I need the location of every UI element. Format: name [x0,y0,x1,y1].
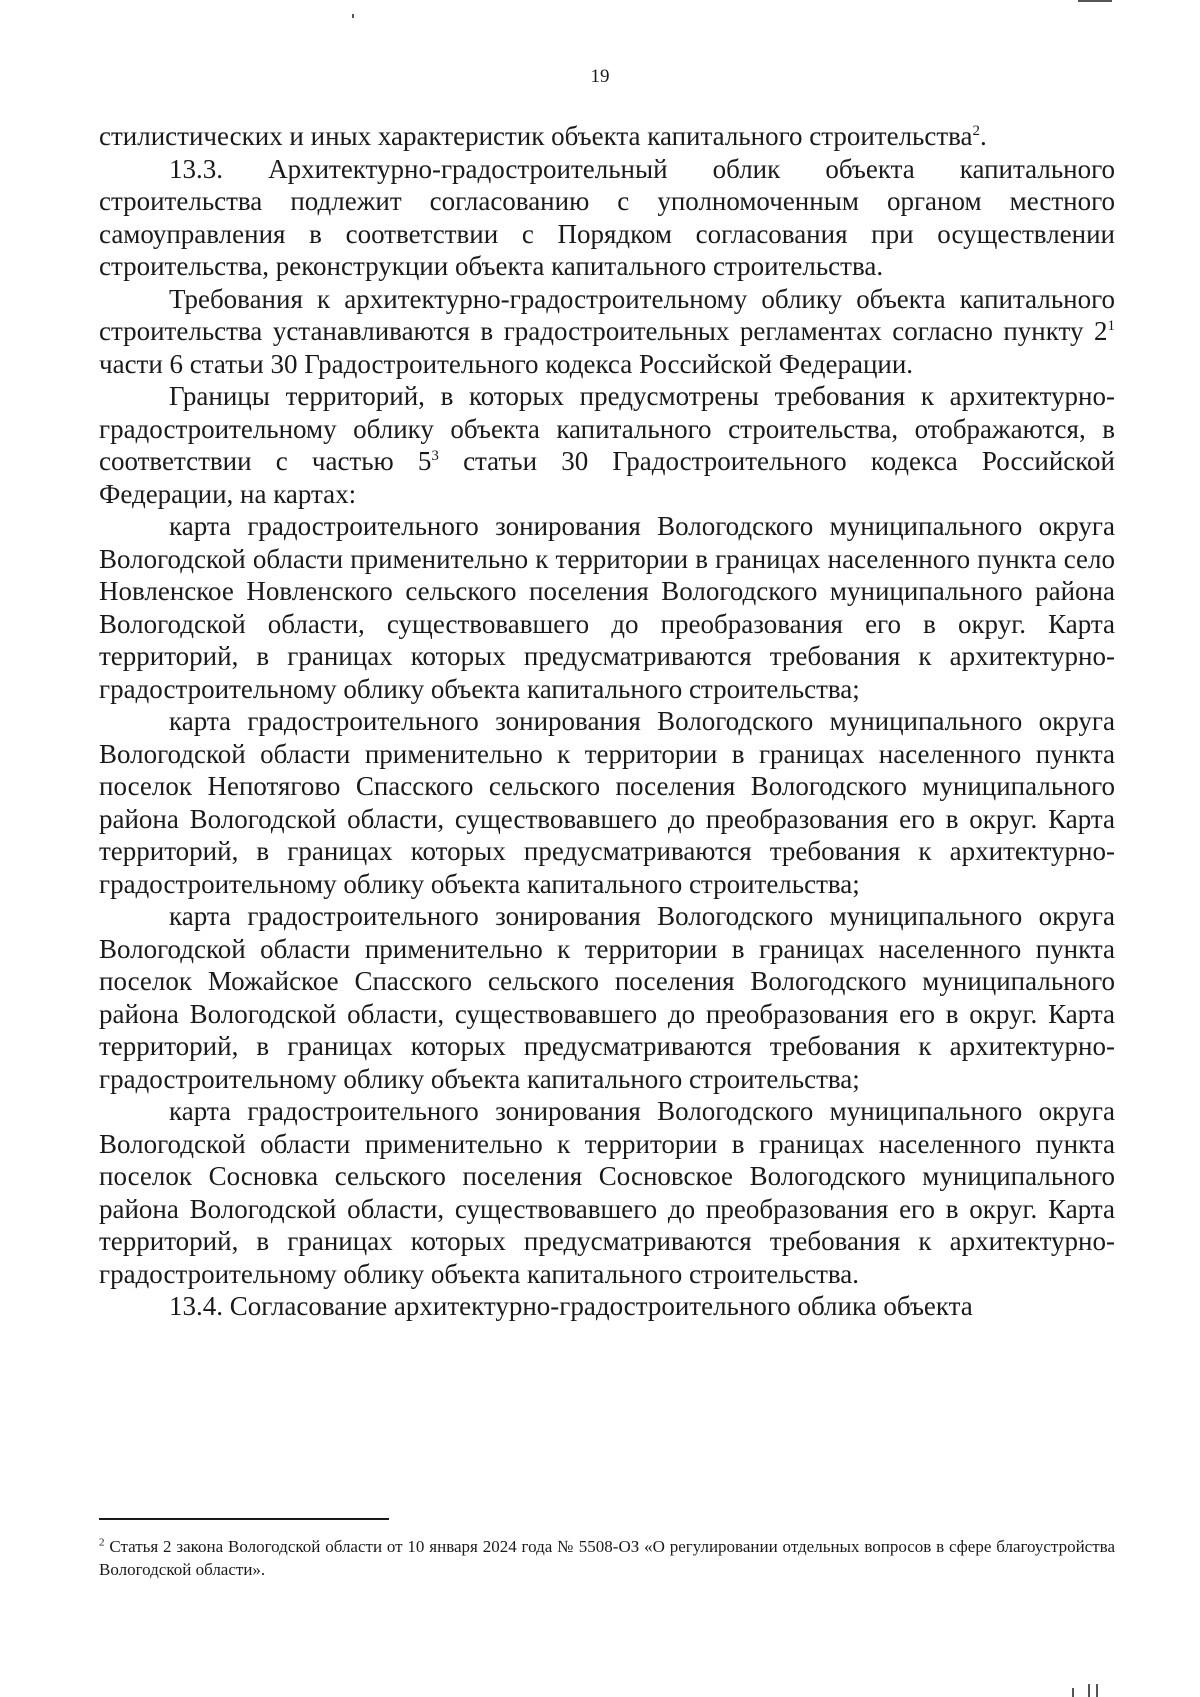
scan-artifact-bottom [1072,1688,1074,1697]
footnote-text: Статья 2 закона Вологодской области от 10 января 2024 года № 5508-ОЗ «О регулировании отдельных вопросов в сфере благоустройства Вологодской области». [99,1537,1115,1579]
map-item-novlenskoe: карта градостроительного зонирования Вологодского муниципального округа Вологодской области применительно к территории в границах населенного пункта село Новленское Новленского сельского поселения Вологодского муниципального района Вологодской области, существовавшего до преобразования его в округ. Карта территорий, в границах которых предусматриваются требования к архитектурно-градостроительному облику объекта капитального строительства; [99,511,1115,704]
map-item-mozhayskoe: карта градостроительного зонирования Вологодского муниципального округа Вологодской области применительно к территории в границах населенного пункта поселок Можайское Спасского сельского поселения Вологодского муниципального района Вологодской области, существовавшего до преобразования его в округ. Карта территорий, в границах которых предусматриваются требования к архитектурно-градостроительному облику объекта капитального строительства; [99,901,1115,1094]
footnote-number: 2 [99,1536,105,1549]
scan-artifact-bottom [1088,1684,1090,1697]
map-item-nepotyagovo: карта градостроительного зонирования Вологодского муниципального округа Вологодской области применительно к территории в границах населенного пункта поселок Непотягово Спасского сельского поселения Вологодского муниципального района Вологодской области, существовавшего до преобразования его в округ. Карта территорий, в границах которых предусматриваются требования к архитектурно-градостроительному облику объекта капитального строительства; [99,706,1115,899]
paragraph-requirements: Требования к архитектурно-градостроительному облику объекта капитального строительства устанавливаются в градостроительных регламентах согласно пункту $2^1$ части 6 статьи 30 Градостроительного кодекса Российской Федерации. [99,283,1115,379]
footnote-separator [99,1518,389,1520]
paragraph-boundaries: Границы территорий, в которых предусмотрены требования к архитектурно-градостроительному облику объекта капитального строительства, отображаются, в соответствии с частью $5^3$ статьи 30 Градостроительного кодекса Российской Федерации, на картах: [99,381,1115,509]
scan-artifact-top [352,14,354,18]
document-body [99,120,1115,1323]
footnote-reference[interactable]: 2 [972,123,981,139]
page-number: 19 [590,66,610,87]
map-item-sosnovka: карта градостроительного зонирования Вологодского муниципального округа Вологодской области применительно к территории в границах населенного пункта поселок Сосновка сельского поселения Сосновское Вологодского муниципального района Вологодской области, существовавшего до преобразования его в округ. Карта территорий, в границах которых предусматриваются требования к архитектурно-градостроительному облику объекта капитального строительства. [99,1096,1115,1289]
scan-artifact-bottom [1096,1684,1098,1697]
scan-artifact-corner [1078,0,1112,2]
paragraph-13-4: 13.4. Согласование архитектурно-градостроительного облика объекта [169,1291,973,1321]
paragraph-13-3: 13.3. Архитектурно-градостроительный облик объекта капитального строительства подлежит согласованию с уполномоченным органом местного самоуправления в соответствии с Порядком согласования при осуществлении строительства, реконструкции объекта капитального строительства. [99,153,1115,281]
paragraph-continuation: стилистических и иных характеристик объекта капитального строительства$^2$. [99,121,987,151]
footnote [99,1535,1115,1581]
